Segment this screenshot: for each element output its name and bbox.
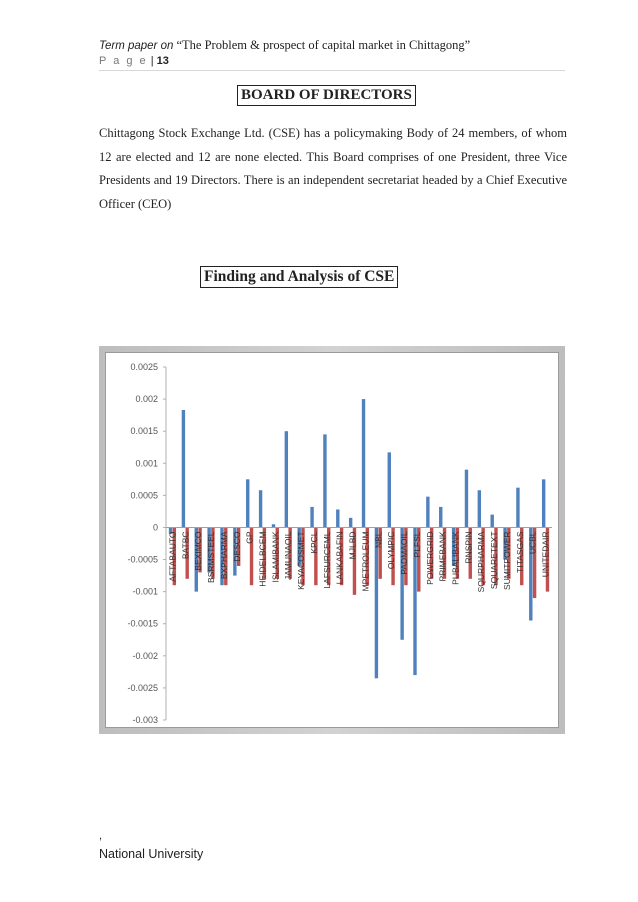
bar-series1-lafsurceml [323,434,326,527]
x-tick-label: KEYACOSMET [296,531,307,590]
x-tick-label: SUMITPOWER [501,531,512,591]
x-tick-label: UNITEDAIR [540,531,551,578]
x-tick-label: AFTABAUTO [167,531,178,582]
y-tick-label: 0.001 [135,458,158,469]
y-tick-label: 0.002 [135,394,158,405]
bar-series1-jamunaoil [285,431,288,527]
bar-chart [106,353,558,727]
x-tick-label: GP [244,531,255,544]
bar-series1-squaretext [491,515,494,528]
footer-university: National University [99,847,204,861]
x-tick-label: PUBALIBANK [450,531,461,585]
header-divider [99,70,565,71]
x-tick-label: MJLBD [347,531,358,560]
y-tick-label: 0.0005 [130,490,158,501]
bar-series1-nbl [375,527,378,678]
x-tick-label: PADMAOIL [399,531,410,575]
y-tick-label: -0.001 [132,586,158,597]
bar-series1-squrpharma [478,490,481,527]
x-tick-label: JAMUNAOIL [283,531,294,581]
x-tick-label: DESCO [231,531,242,562]
bar-series1-titasgas [516,488,519,528]
running-header-title [99,38,470,53]
x-tick-label: POWERGRID [424,531,435,585]
bar-series1-mpetroleum [362,399,365,527]
x-tick-label: LAFSURCEML [321,531,332,589]
bar-series1-olympic [388,452,391,527]
x-tick-label: BEXIMCO [193,531,204,571]
y-tick-label: -0.0015 [127,618,158,629]
chart-area [105,352,559,728]
page-number: 13 [156,55,169,67]
x-tick-label: SQURPHARMA [476,531,487,593]
x-tick-label: MPETROLEUM [360,531,371,592]
y-tick-label: 0 [152,522,158,533]
header-prefix: Term paper on [99,40,174,52]
page-label: P a g e [99,55,148,67]
y-tick-label: -0.003 [132,715,158,725]
bar-series1-primebank [439,507,442,528]
bar-series1-mjlbd [349,518,352,528]
x-tick-label: SQUARETEXT [489,531,500,590]
bar-series1-rnspin [465,470,468,528]
bar-series1-batbc [182,410,185,527]
y-tick-label: 0.0025 [130,362,158,372]
x-tick-label: ISLAMIBANK [270,531,281,583]
x-tick-label: HEIDELBCEM [257,531,268,587]
x-tick-label: UCBL [527,531,538,555]
body-paragraph: Chittagong Stock Exchange Ltd. (CSE) has a policymaking Body of 24 members, of whom 12 are elected and 12 are none elected. This Board comprises of one President, three Vice Presidents and 19 Directors. There is an independent secretariat headed by a Chief Executive Officer (CEO) [99,126,567,211]
y-tick-label: 0.0015 [130,426,158,437]
x-tick-label: RNSPIN [463,531,474,564]
chart-frame [99,346,565,734]
bar-series1-heidelbcem [259,490,262,527]
x-tick-label: PLFSL [411,531,422,558]
y-tick-label: -0.0025 [127,682,158,693]
bar-series1-powergrid [426,497,429,528]
bar-series1-gp [246,479,249,527]
x-tick-label: PRIMEBANK [437,531,448,582]
x-tick-label: BXPHARMA [218,531,229,580]
bar-series1-kpcl [310,507,313,528]
x-tick-label: NBL [373,531,384,549]
bar-series1-unitedair [542,479,545,527]
section-title: BOARD OF DIRECTORS [237,85,416,106]
x-tick-label: TITASGAS [514,531,525,573]
y-tick-label: -0.0005 [127,554,158,565]
x-tick-label: OLYMPIC [386,531,397,570]
page-indicator [99,55,169,67]
bar-series1-lankabafin [336,509,339,527]
x-tick-label: BATBC [180,531,191,560]
analysis-title: Finding and Analysis of CSE [200,266,398,288]
x-tick-label: KPCL [308,531,319,554]
footer-comma: , [99,830,103,842]
x-tick-label: LANKABAFIN [334,531,345,585]
x-tick-label: BSRMSTEEL [206,531,217,583]
header-title: “The Problem & prospect of capital market in Chittagong” [176,38,471,52]
y-tick-label: -0.002 [132,650,158,661]
page-separator: | [150,55,154,67]
